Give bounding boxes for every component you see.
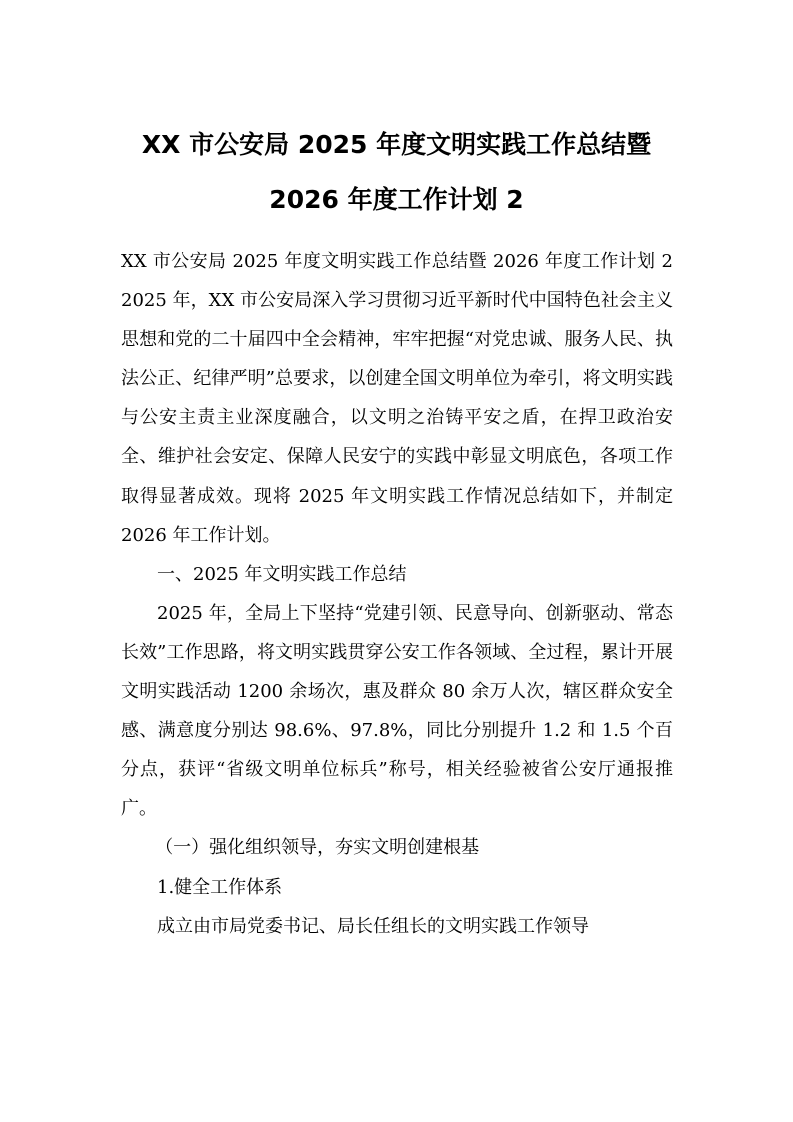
subsection1-heading: （一）强化组织领导，夯实文明创建根基 bbox=[155, 837, 480, 859]
section1-paragraph: 2025 年，全局上下坚持“党建引领、民意导向、创新驱动、常态长效”工作思路，将文明实践贯穿公安工作各领域、全过程，累计开展文明实践活动 1200 余场次，惠及群众 80 余万人次，辖区群众安全感、满意度分别达 98.6%、97.8%，同比分别提升 1.2 和 1.5 个百分点，获评“省级文明单位标兵”称号，相关经验被省公安厅通报推广。 bbox=[121, 602, 673, 820]
intro-paragraph: XX 市公安局 2025 年度文明实践工作总结暨 2026 年度工作计划 2 2025 年，XX 市公安局深入学习贯彻习近平新时代中国特色社会主义思想和党的二十届四中全会精神，牢牢把握“对党忠诚、服务人民、执法公正、纪律严明”总要求，以创建全国文明单位为牵引，将文明实践与公安主责主业深度融合，以文明之治铸平安之盾，在捍卫政治安全、维护社会安定、保障人民安宁的实践中彰显文明底色，各项工作取得显著成效。现将 2025 年文明实践工作情况总结如下，并制定 2026 年工作计划。 bbox=[121, 251, 709, 546]
document-title-line1: XX 市公安局 2025 年度文明实践工作总结暨 bbox=[141, 130, 652, 159]
item1-heading: 1.健全工作体系 bbox=[157, 876, 283, 898]
document-body bbox=[121, 242, 709, 946]
item1-paragraph: 成立由市局党委书记、局长任组长的文明实践工作领导 bbox=[157, 915, 589, 937]
section1-heading: 一、2025 年文明实践工作总结 bbox=[157, 563, 407, 585]
document-title-line2: 2026 年度工作计划 2 bbox=[269, 185, 524, 214]
